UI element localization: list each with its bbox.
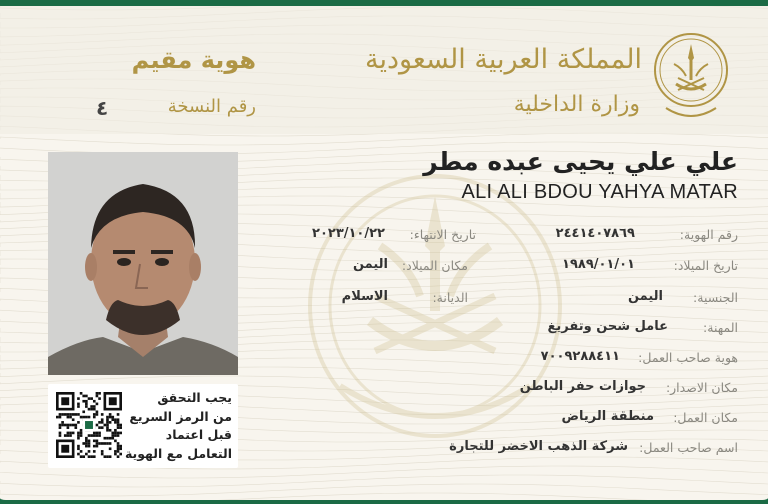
religion-value: الاسلام (341, 289, 388, 304)
guilloche-line (0, 484, 768, 496)
copy-number-row (96, 96, 256, 117)
qr-panel (48, 384, 238, 468)
occupation-value: عامل شحن وتفريغ (547, 319, 668, 334)
expiry-date-value: ٢٠٢٣/١٠/٢٢ (312, 226, 385, 241)
birth-place-value: اليمن (352, 257, 388, 272)
qr-instruction-line: التعامل مع الهوية (124, 445, 232, 461)
issue-place-value: جوازات حفر الباطن (519, 379, 646, 394)
work-place-value: منطقة الرياض (561, 409, 654, 424)
occupation-label: المهنة: (703, 320, 738, 335)
holder-name-arabic: علي علي يحيى عبده مطر (423, 147, 738, 176)
religion-label: الديانة: (432, 290, 468, 305)
document-title: هوية مقيم (131, 46, 256, 74)
holder-photo (48, 152, 238, 375)
holder-name-english: ALI ALI BDOU YAHYA MATAR (461, 181, 738, 203)
ministry-name: وزارة الداخلية (513, 92, 640, 117)
expiry-date-label: تاريخ الانتهاء: (409, 227, 476, 242)
qr-instruction-line: يجب التحقق (157, 390, 232, 405)
id-number-label: رقم الهوية: (679, 227, 738, 242)
qr-instruction-line: قبل اعتماد (165, 427, 232, 442)
kingdom-name: المملكة العربية السعودية (364, 44, 642, 75)
employer-id-value: ٧٠٠٩٢٨٨٤١١ (540, 349, 620, 364)
qr-instruction-line: من الرمز السريع (129, 408, 232, 424)
issue-place-label: مكان الاصدار: (665, 380, 738, 395)
employer-id-label: هوية صاحب العمل: (638, 350, 738, 365)
guilloche-line (0, 493, 768, 504)
id-number-value: ٢٤٤١٤٠٧٨٦٩ (555, 226, 635, 241)
birth-date-label: تاريخ الميلاد: (673, 258, 738, 273)
employer-name-label: اسم صاحب العمل: (639, 440, 738, 455)
work-place-label: مكان العمل: (673, 410, 738, 425)
birth-date-value: ١٩٨٩/٠١/٠١ (562, 257, 635, 272)
guilloche-line (0, 133, 768, 145)
copy-number-label: رقم النسخة (167, 96, 256, 117)
employer-name-value: شركة الذهب الاخضر للتجارة (449, 439, 628, 454)
birth-place-label: مكان الميلاد: (401, 258, 468, 273)
ministry-emblem-icon (652, 28, 730, 124)
nationality-label: الجنسية: (693, 290, 738, 305)
copy-number-value: ٤ (96, 96, 109, 120)
qr-instructions (125, 389, 232, 463)
nationality-value: اليمن (627, 289, 663, 304)
qr-code-icon[interactable] (56, 392, 122, 458)
